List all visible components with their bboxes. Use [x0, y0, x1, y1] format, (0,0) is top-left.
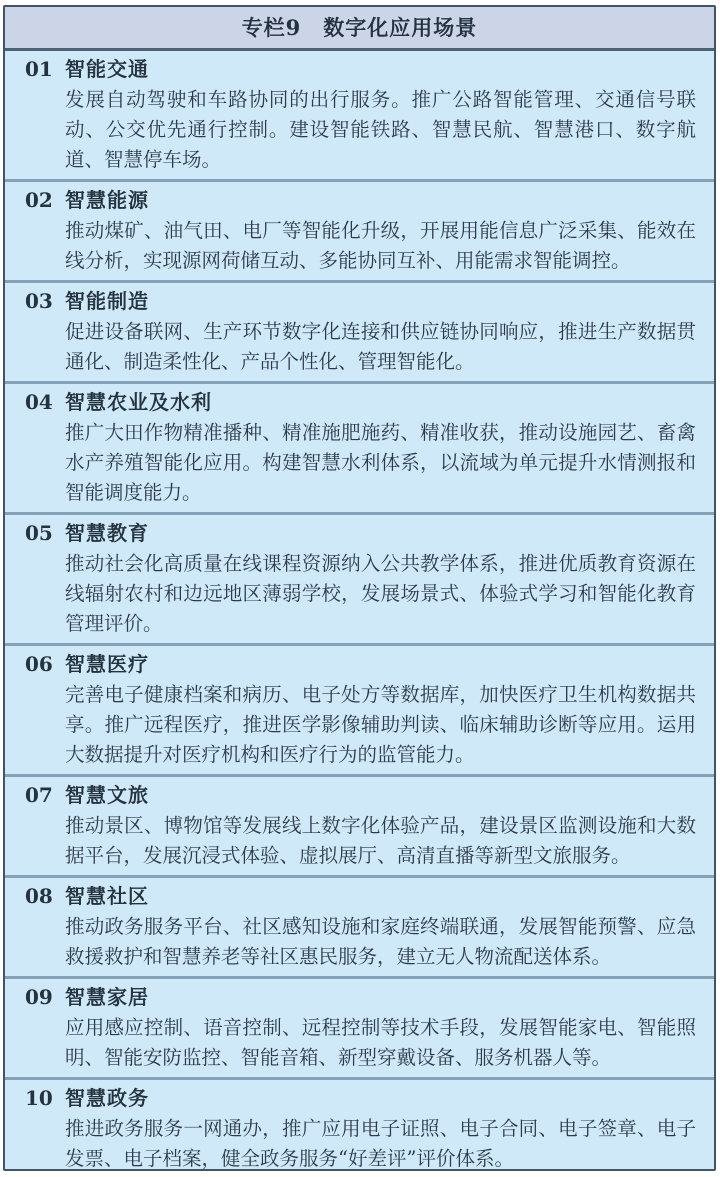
scenario-number: 06 — [25, 652, 53, 676]
scenario-title: 智慧家居 — [65, 985, 149, 1009]
scenario-row — [5, 182, 714, 283]
scenario-row — [5, 777, 714, 878]
scenario-row — [5, 646, 714, 777]
scenario-description: 推动景区、博物馆等发展线上数字化体验产品，建设景区监测设施和大数据平台，发展沉浸式体验、虚拟展厅、高清直播等新型文旅服务。 — [65, 814, 696, 867]
scenario-description: 发展自动驾驶和车路协同的出行服务。推广公路智能管理、交通信号联动、公交优先通行控制。建设智能铁路、智慧民航、智慧港口、数字航道、智慧停车场。 — [65, 88, 696, 171]
scenario-title: 智慧能源 — [65, 188, 149, 212]
scenario-number: 09 — [25, 985, 53, 1009]
scenario-number: 03 — [25, 289, 53, 313]
scenario-row — [5, 51, 714, 182]
scenario-description: 推动政务服务平台、社区感知设施和家庭终端联通，发展智能预警、应急救援救护和智慧养老等社区惠民服务，建立无人物流配送体系。 — [65, 915, 696, 968]
scenario-number: 08 — [25, 884, 53, 908]
scenario-row — [5, 878, 714, 979]
scenario-title: 智慧社区 — [65, 884, 149, 908]
scenario-row — [5, 979, 714, 1080]
scenario-number: 10 — [25, 1086, 53, 1110]
box-table — [3, 5, 716, 1171]
scenario-row — [5, 384, 714, 515]
scenario-title: 智慧文旅 — [65, 783, 149, 807]
scenario-description: 推动煤矿、油气田、电厂等智能化升级，开展用能信息广泛采集、能效在线分析，实现源网荷储互动、多能协同互补、用能需求智能调控。 — [65, 219, 696, 272]
scenario-description: 应用感应控制、语音控制、远程控制等技术手段，发展智能家电、智能照明、智能安防监控、智能音箱、新型穿戴设备、服务机器人等。 — [65, 1016, 696, 1069]
scenario-title: 智慧农业及水利 — [65, 390, 212, 414]
scenario-title: 智能制造 — [65, 289, 149, 313]
scenario-description: 推动社会化高质量在线课程资源纳入公共教学体系，推进优质教育资源在线辐射农村和边远地区薄弱学校，发展场景式、体验式学习和智能化教育管理评价。 — [65, 552, 696, 635]
scenario-number: 02 — [25, 188, 53, 212]
scenario-description: 推进政务服务一网通办，推广应用电子证照、电子合同、电子签章、电子发票、电子档案，健全政务服务“好差评”评价体系。 — [65, 1117, 696, 1170]
scenario-description: 完善电子健康档案和病历、电子处方等数据库，加快医疗卫生机构数据共享。推广远程医疗，推进医学影像辅助判读、临床辅助诊断等应用。运用大数据提升对医疗机构和医疗行为的监管能力。 — [65, 683, 696, 766]
scenario-title: 智慧医疗 — [65, 652, 149, 676]
scenario-number: 01 — [25, 57, 53, 81]
scenario-number: 07 — [25, 783, 53, 807]
scenario-number: 04 — [25, 390, 53, 414]
scenario-title: 智能交通 — [65, 57, 149, 81]
scenario-description: 推广大田作物精准播种、精准施肥施药、精准收获，推动设施园艺、畜禽水产养殖智能化应用。构建智慧水利体系，以流域为单元提升水情测报和智能调度能力。 — [65, 421, 696, 504]
scenario-row — [5, 1080, 714, 1171]
scenario-title: 智慧政务 — [65, 1086, 149, 1110]
box-header — [5, 7, 714, 51]
scenario-row — [5, 515, 714, 646]
scenario-title: 智慧教育 — [65, 521, 149, 545]
box-title: 专栏9 数字化应用场景 — [241, 15, 478, 40]
scenario-description: 促进设备联网、生产环节数字化连接和供应链协同响应，推进生产数据贯通化、制造柔性化、产品个性化、管理智能化。 — [65, 320, 696, 373]
scenario-number: 05 — [25, 521, 53, 545]
scenario-row — [5, 283, 714, 384]
